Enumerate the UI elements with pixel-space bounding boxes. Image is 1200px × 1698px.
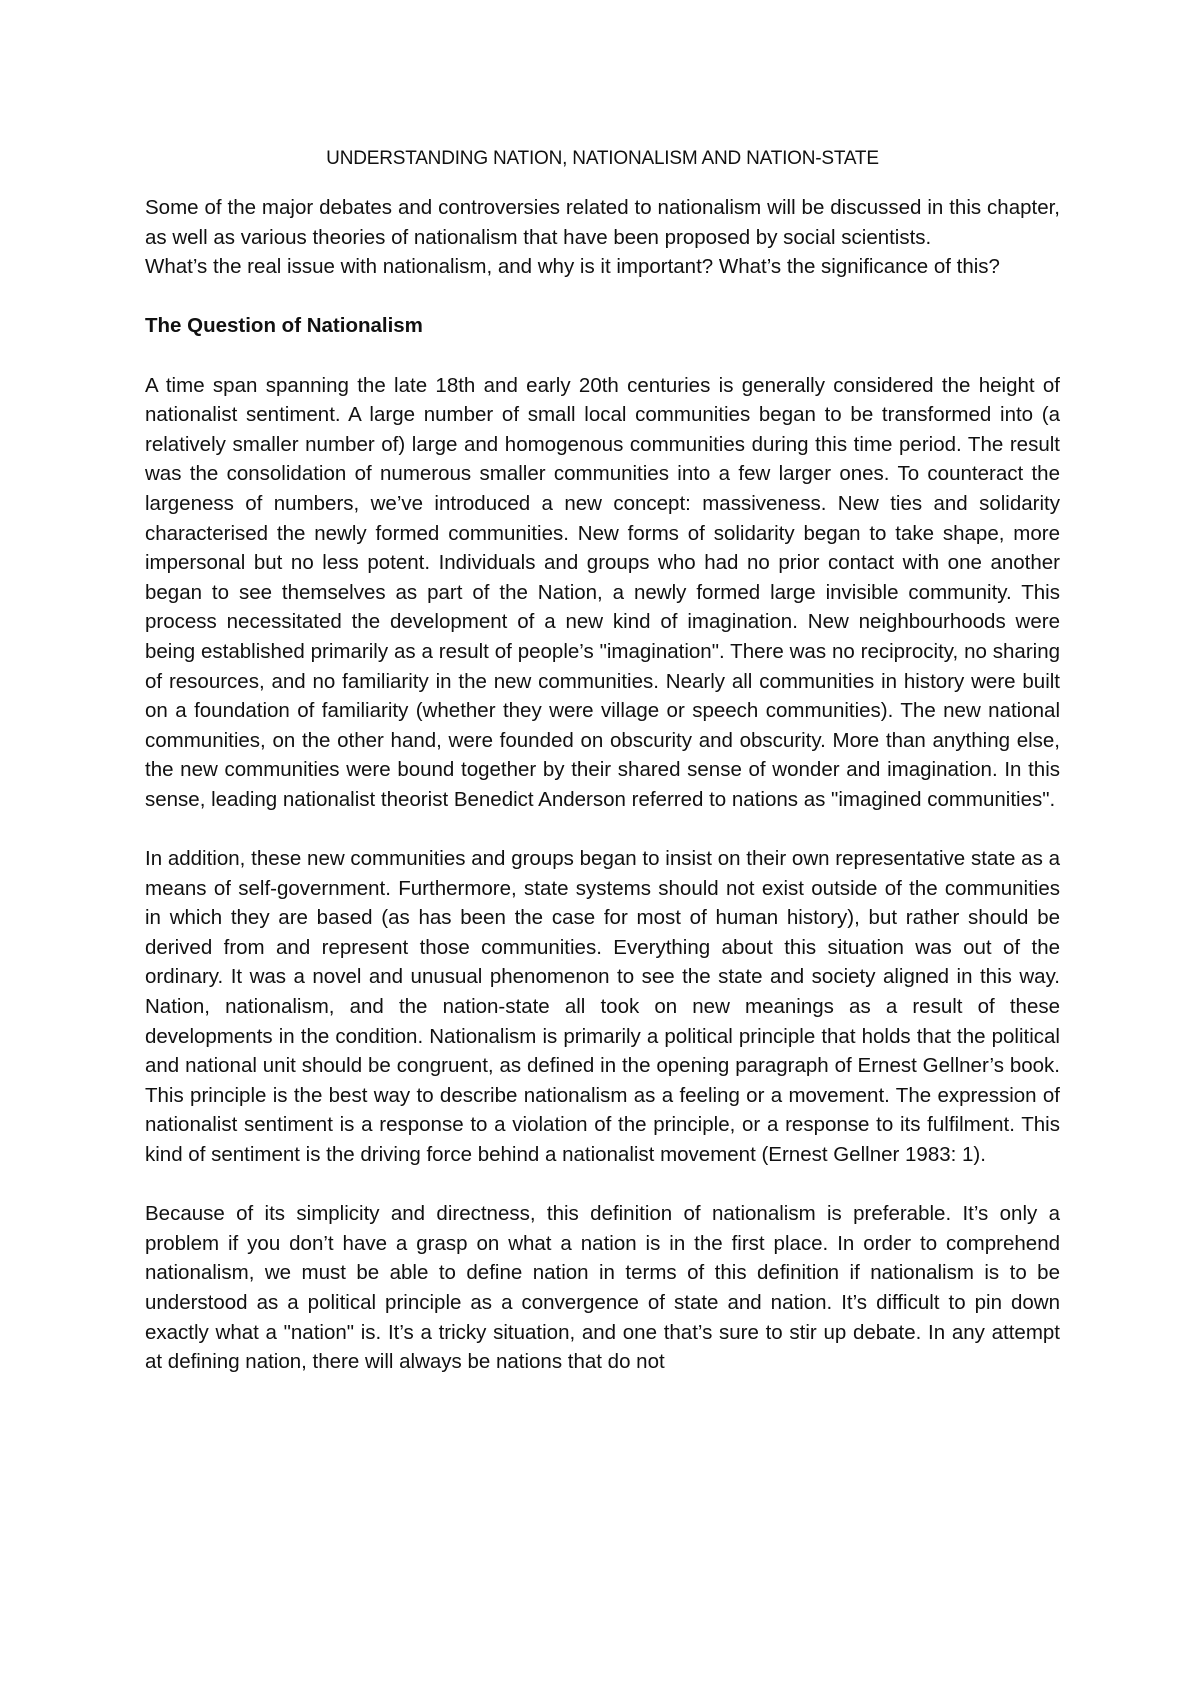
spacer	[145, 814, 1060, 844]
document-title: UNDERSTANDING NATION, NATIONALISM AND NATION-STATE	[326, 148, 879, 169]
section-heading: The Question of Nationalism	[145, 314, 423, 338]
body-paragraph-2: In addition, these new communities and groups began to insist on their own representative state as a means of self-government. Furthermore, state systems should not exist outside of the communities in which they are based (as has been the case for most of human history), but rather should be derived from and represent those communities. Everything about this situation was out of the ordinary. It was a novel and unusual phenomenon to see the state and society aligned in this way. Nation, nationalism, and the nation-state all took on new meanings as a result of these developments in the condition. Nationalism is primarily a political principle that holds that the political and national unit should be congruent, as defined in the opening paragraph of Ernest Gellner’s book. This principle is the best way to describe nationalism as a feeling or a movement. The expression of nationalist sentiment is a response to a violation of the principle, or a response to its fulfilment. This kind of sentiment is the driving force behind a nationalist movement (Ernest Gellner 1983: 1).	[145, 847, 1060, 1166]
intro-question: What’s the real issue with nationalism, and why is it important? What’s the significance of this?	[145, 255, 1000, 279]
spacer	[145, 1170, 1060, 1200]
spacer	[145, 282, 1060, 312]
document-page	[145, 147, 1060, 1377]
body-paragraph-3: Because of its simplicity and directness, this definition of nationalism is preferable. It’s only a problem if you don’t have a grasp on what a nation is in the first place. In order to comprehend nationalism, we must be able to define nation in terms of this definition if nationalism is to be understood as a political principle as a convergence of state and nation. It’s difficult to pin down exactly what a "nation" is. It’s a tricky situation, and one that’s sure to stir up debate. In any attempt at defining nation, there will always be nations that do not	[145, 1202, 1060, 1374]
intro-paragraph: Some of the major debates and controversies related to nationalism will be discussed in this chapter, as well as various theories of nationalism that have been proposed by social scientists.	[145, 196, 1060, 249]
body-paragraph-1: A time span spanning the late 18th and early 20th centuries is generally considered the height of nationalist sentiment. A large number of small local communities began to be transformed into (a relatively smaller number of) large and homogenous communities during this time period. The result was the consolidation of numerous smaller communities into a few larger ones. To counteract the largeness of numbers, we’ve introduced a new concept: massiveness. New ties and solidarity characterised the newly formed communities. New forms of solidarity began to take shape, more impersonal but no less potent. Individuals and groups who had no prior contact with one another began to see themselves as part of the Nation, a newly formed large invisible community. This process necessitated the development of a new kind of imagination. New neighbourhoods were being established primarily as a result of people’s "imagination". There was no reciprocity, no sharing of resources, and no familiarity in the new communities. Nearly all communities in history were built on a foundation of familiarity (whether they were village or speech communities). The new national communities, on the other hand, were founded on obscurity and obscurity. More than anything else, the new communities were bound together by their shared sense of wonder and imagination. In this sense, leading nationalist theorist Benedict Anderson referred to nations as "imagined communities".	[145, 373, 1060, 811]
spacer	[145, 341, 1060, 371]
